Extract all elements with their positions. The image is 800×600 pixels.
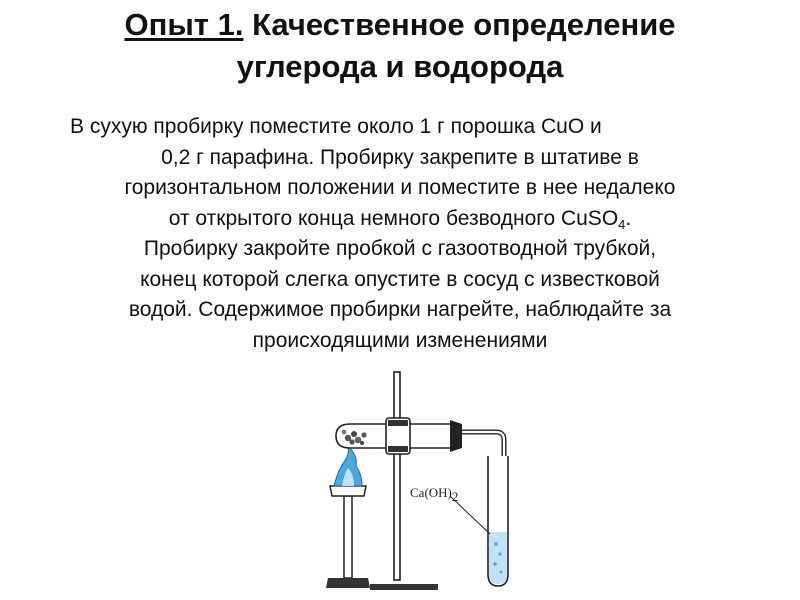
procedure-line-2: 0,2 г парафина. Пробирку закрепите в штативе в (161, 145, 639, 169)
title-line-2: углерода и водорода (236, 49, 564, 84)
slide-title (0, 4, 800, 88)
lime-water-subscript: 2 (451, 489, 459, 504)
burner-top (330, 486, 366, 496)
procedure-line-6: конец которой слегка опустите в сосуд с известковой (140, 267, 660, 291)
burner-stem (344, 496, 352, 578)
stopper (450, 420, 462, 452)
apparatus-illustration (300, 362, 530, 594)
procedure-line-1: В сухую пробирку поместите около 1 г порошка CuO и (70, 115, 602, 138)
experiment-number: Опыт 1. (124, 7, 244, 42)
procedure-line-8: происходящими изменениями (252, 328, 548, 352)
lime-water-label (410, 485, 459, 504)
procedure-line-4-text: от открытого конца немного безводного CuSO (168, 206, 619, 230)
lime-water (489, 532, 507, 584)
title-line-1 (0, 4, 800, 46)
lime-water-formula: Ca(OH) (410, 485, 452, 500)
procedure-line-4 (40, 204, 760, 235)
procedure-line-4-end: . (625, 206, 632, 230)
apparatus-svg (300, 362, 530, 594)
procedure-line-3: горизонтальном положении и поместите в нее недалеко (124, 176, 676, 199)
procedure-line-5: Пробирку закройте пробкой с газоотводной трубкой, (143, 237, 657, 260)
sulfate-subscript: 4 (618, 216, 626, 232)
stand-rod (394, 372, 400, 580)
clamp-jaw-top (388, 420, 408, 426)
procedure-line-7: водой. Содержимое пробирки нагрейте, наблюдайте за (128, 298, 672, 321)
procedure-text (40, 112, 760, 356)
title-line-1-text: Качественное определение (243, 7, 676, 42)
clamp-jaw-bottom (388, 446, 408, 452)
stand-base (370, 584, 438, 590)
burner-base (326, 578, 370, 588)
